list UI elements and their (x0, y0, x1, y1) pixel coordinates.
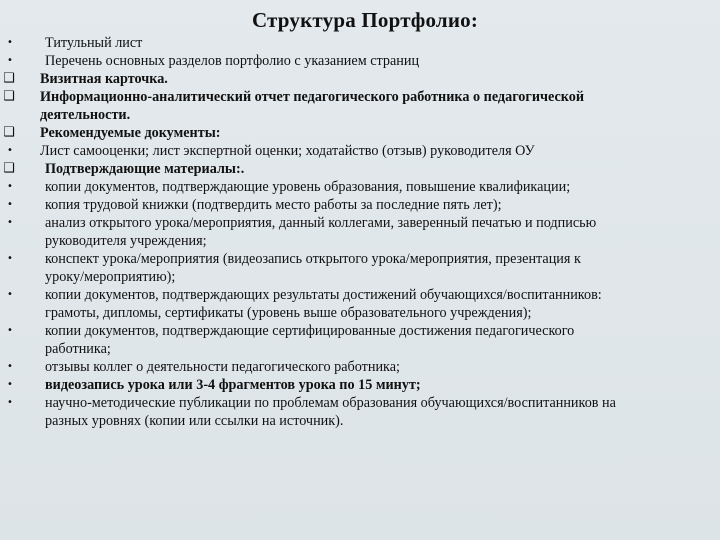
slide-title: Структура Портфолио: (251, 8, 479, 32)
list-item (0, 160, 720, 178)
bullet-dot-icon: • (7, 217, 13, 228)
list-item (0, 214, 720, 250)
list-item (0, 34, 720, 52)
list-item (0, 142, 720, 160)
list-item-text: копии документов, подтверждающие уровень образования, повышение квалификации; (45, 179, 571, 195)
bullet-dot-icon: • (7, 379, 13, 390)
list-item (0, 196, 720, 214)
bullet-dot-icon: • (7, 325, 13, 336)
list-item (0, 376, 720, 394)
list-item (0, 52, 720, 70)
checkbox-bullet-icon: ❑ (3, 89, 15, 104)
bullet-dot-icon: • (7, 181, 13, 192)
list-item (0, 358, 720, 376)
list-item (0, 88, 720, 124)
list-item-text: копии документов, подтверждающих результаты достижений обучающихся/воспитанников: грамоты, дипломы, сертификаты (уровень выше образовательного учреждения); (45, 287, 602, 321)
list-item (0, 250, 720, 286)
list-item-text: конспект урока/мероприятия (видеозапись открытого урока/мероприятия, презентация к уроку/мероприятию); (45, 251, 581, 285)
list-item-text: Лист самооценки; лист экспертной оценки; ходатайство (отзыв) руководителя ОУ (40, 143, 535, 159)
list-item (0, 70, 720, 88)
list-item-text: Информационно-аналитический отчет педагогического работника о педагогической деятельности. (40, 89, 585, 123)
list-item-text: Перечень основных разделов портфолио с указанием страниц (45, 53, 420, 69)
list-item-text: копия трудовой книжки (подтвердить место работы за последние пять лет); (45, 197, 502, 213)
list-item-text: Титульный лист (45, 35, 143, 51)
checkbox-bullet-icon: ❑ (3, 161, 15, 176)
list-item (0, 394, 720, 430)
list-item-text: Визитная карточка. (40, 71, 168, 87)
list-item (0, 286, 720, 322)
bullet-dot-icon: • (7, 37, 13, 48)
portfolio-structure-list (0, 34, 720, 430)
bullet-dot-icon: • (7, 361, 13, 372)
list-item-text: Рекомендуемые документы: (40, 125, 221, 141)
list-item-text: научно-методические публикации по проблемам образования обучающихся/воспитанников на разных уровнях (копии или ссылки на источник). (45, 395, 616, 429)
bullet-dot-icon: • (7, 145, 13, 156)
list-item (0, 178, 720, 196)
list-item (0, 322, 720, 358)
bullet-dot-icon: • (7, 289, 13, 300)
list-item-text: Подтверждающие материалы:. (45, 161, 245, 177)
bullet-dot-icon: • (7, 55, 13, 66)
checkbox-bullet-icon: ❑ (3, 71, 15, 86)
list-item-text: копии документов, подтверждающие сертифицированные достижения педагогического работника; (45, 323, 575, 357)
checkbox-bullet-icon: ❑ (3, 125, 15, 140)
bullet-dot-icon: • (7, 253, 13, 264)
list-item (0, 124, 720, 142)
list-item-text: отзывы коллег о деятельности педагогического работника; (45, 359, 400, 375)
bullet-dot-icon: • (7, 199, 13, 210)
list-item-text: видеозапись урока или 3-4 фрагментов урока по 15 минут; (45, 377, 421, 393)
list-item-text: анализ открытого урока/мероприятия, данный коллегами, заверенный печатью и подписью руководителя учреждения; (45, 215, 597, 249)
bullet-dot-icon: • (7, 397, 13, 408)
